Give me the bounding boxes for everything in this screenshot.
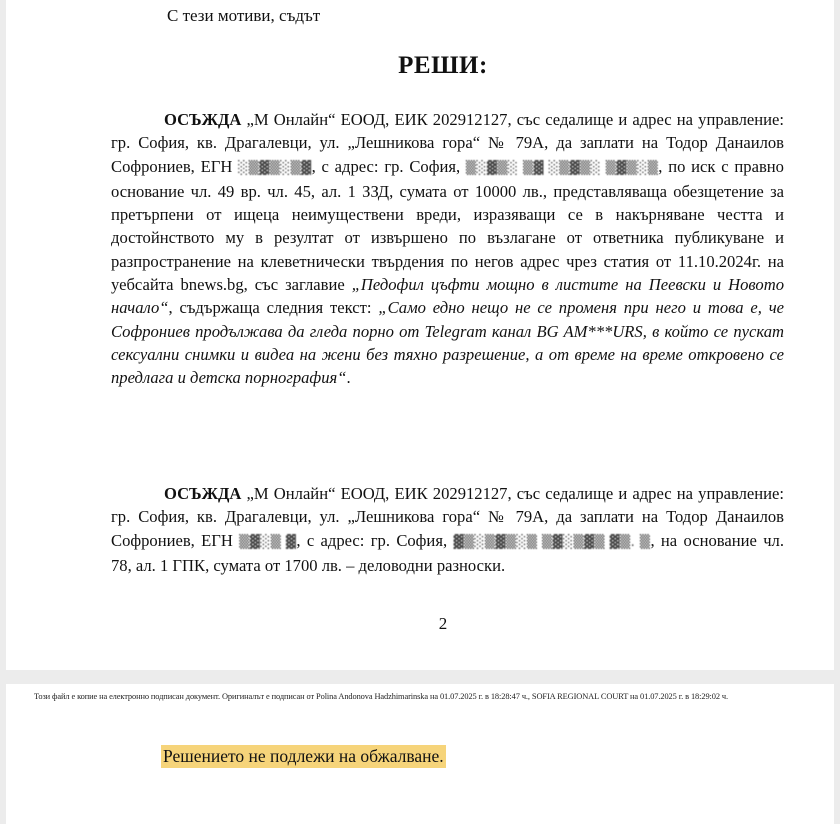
quoted-text: „Само едно нещо не се променя при него и това е, че Софрониев продължава да гледа порно от Telegram канал BG AM***URS, в който се пускат сексуални снимки и видеа на жени без тяхно разрешение, а от време на време откровено се предлага и детска порнография“ [111, 298, 784, 388]
highlighted-final-statement: Решението не подлежи на обжалване. [163, 746, 444, 766]
ruling-paragraph-2 [111, 482, 784, 577]
page-number: 2 [438, 614, 448, 633]
ruling-paragraph-1 [111, 108, 784, 390]
paragraph-text: . [346, 368, 351, 388]
paragraph-text: „М Онлайн“ ЕООД, ЕИК 202912127, със седалище и адрес на управление: гр. София, кв. Драгалевци, ул. „Лешникова гора“ № 79А, да заплати на Тодор Данаилов Софрониев, ЕГН [111, 110, 784, 176]
document-page-1 [6, 0, 834, 670]
redacted-egn: ░▒▓▒░▒▓ [238, 160, 312, 176]
document-page-2 [6, 684, 834, 824]
electronic-signature-notice: Този файл е копие на електронно подписан документ. Оригиналът е подписан от Polina Andonova Hadzhimarinska на 01.07.2025 г. в 18:28:47 ч., SOFIA REGIONAL COURT на 01.07.2025 г. в 18:29:02 ч. [34, 692, 729, 701]
paragraph-text: , с адрес: гр. София, [311, 156, 466, 176]
paragraph-text: „М Онлайн“ ЕООД, ЕИК 202912127, със седалище и адрес на управление: гр. София, кв. Драгалевци, ул. „Лешникова гора“ № 79А, да заплати на Тодор Данаилов Софрониев, ЕГН [111, 484, 784, 550]
redacted-address: ▒░▓▒░ ▒▓ ░▒▓▒░ ▒▓▒░▒ [465, 160, 659, 176]
redacted-egn: ▒▓░▒ ▓ [239, 534, 297, 550]
paragraph-text: , на основание чл. 78, ал. 1 ГПК, сумата от 1700 лв. – деловодни разноски. [111, 530, 784, 575]
paragraph-text: , по иск с правно основание чл. 49 вр. чл. 45, ал. 1 ЗЗД, сумата от 10000 лв., представляваща обезщетение за претърпени от ищеца неимуществени вреди, изразяващи се в накърняване честта и достойнството му в резултат от извършено по възлагане от ответника публикуване и разпространение на клеветнически твърдения по негов адрес чрез статия от 11.10.2024г. на уебсайта bnews.bg, със заглавие [111, 156, 784, 295]
verdict-heading: РЕШИ: [398, 52, 488, 79]
ruling-keyword: ОСЪЖДА [164, 110, 242, 129]
redacted-address: ▓▒░▒▓▒░▒ ▒▓░▒▓▒ ▓▒. ▒ [453, 534, 651, 550]
article-title: „Педофил цъфти мощно в листите на Пеевски и Новото начало“ [111, 275, 784, 318]
paragraph-text: , съдържаща следния текст: [168, 298, 379, 318]
paragraph-text: , с адрес: гр. София, [296, 530, 454, 550]
ruling-keyword: ОСЪЖДА [164, 484, 242, 503]
intro-line: С тези мотиви, съдът [167, 6, 321, 25]
